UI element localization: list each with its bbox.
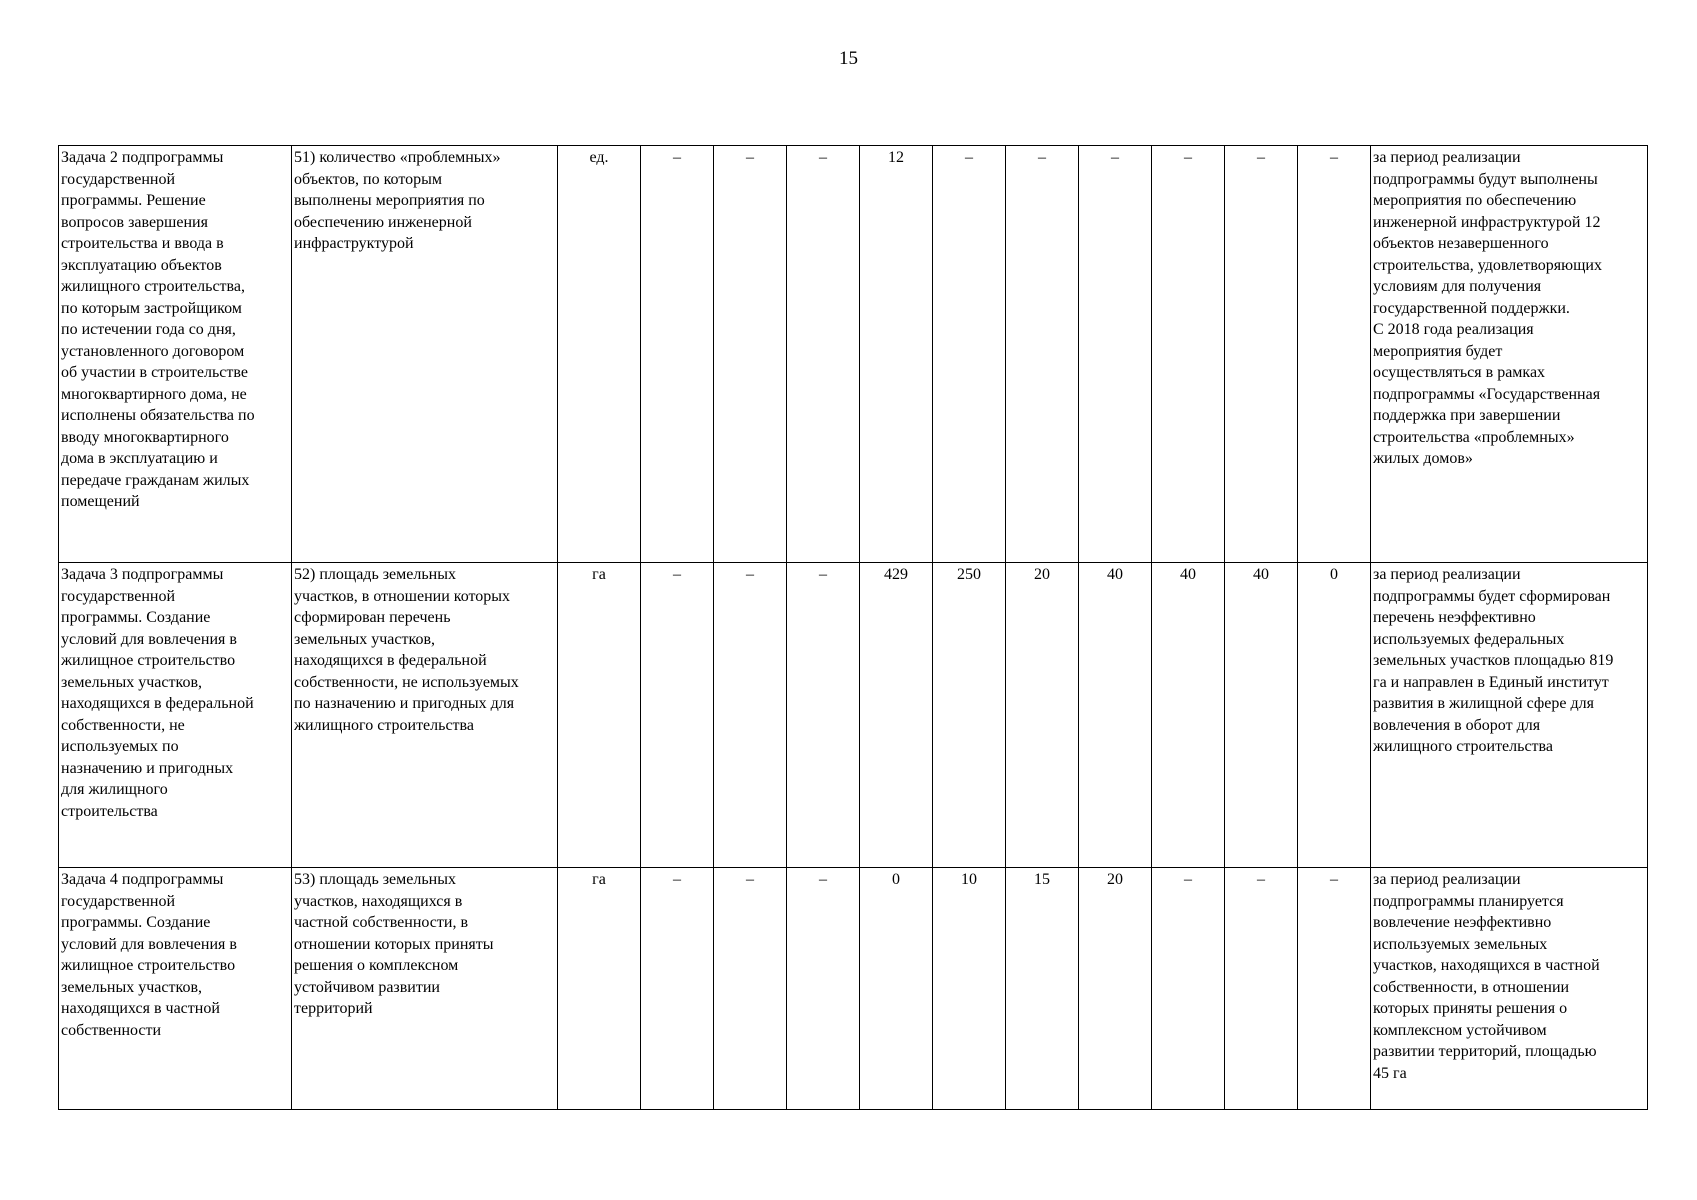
comment-cell: за период реализации подпрограммы будут выполнены мероприятия по обеспечению инженерной инфраструктурой 12 объектов незавершенного строительства, удовлетворяющих условиям для получения государственной поддержки. С 2018 года реализация мероприятия будет осуществляться в рамках подпрограммы «Государственная поддержка при завершении строительства «проблемных» жилых домов»	[1371, 146, 1648, 563]
value-cell: –	[787, 146, 860, 563]
task-cell: Задача 3 подпрограммы государственной программы. Создание условий для вовлечения в жилищное строительство земельных участков, находящихся в федеральной собственности, не используемых по назначению и пригодных для жилищного строительства	[59, 563, 292, 868]
page-number: 15	[839, 48, 858, 69]
table-row	[59, 563, 1648, 868]
value-cell: –	[1225, 868, 1298, 1110]
value-cell: –	[641, 146, 714, 563]
value-cell: 429	[860, 563, 933, 868]
value-cell: –	[1006, 146, 1079, 563]
value-cell: –	[714, 563, 787, 868]
table-row	[59, 868, 1648, 1110]
value-cell: 10	[933, 868, 1006, 1110]
value-cell: –	[714, 146, 787, 563]
value-cell: –	[1152, 146, 1225, 563]
value-cell: –	[787, 563, 860, 868]
table-row	[59, 146, 1648, 563]
value-cell: –	[933, 146, 1006, 563]
value-cell: 0	[1298, 563, 1371, 868]
value-cell: 15	[1006, 868, 1079, 1110]
value-cell: 40	[1152, 563, 1225, 868]
value-cell: 250	[933, 563, 1006, 868]
unit-cell: га	[558, 563, 641, 868]
unit-cell: ед.	[558, 146, 641, 563]
indicators-table	[58, 145, 1648, 1110]
value-cell: 12	[860, 146, 933, 563]
value-cell: –	[1152, 868, 1225, 1110]
indicator-cell: 52) площадь земельных участков, в отношении которых сформирован перечень земельных участков, находящихся в федеральной собственности, не используемых по назначению и пригодных для жилищного строительства	[292, 563, 558, 868]
value-cell: –	[714, 868, 787, 1110]
unit-cell: га	[558, 868, 641, 1110]
value-cell: –	[787, 868, 860, 1110]
task-cell: Задача 4 подпрограммы государственной программы. Создание условий для вовлечения в жилищное строительство земельных участков, находящихся в частной собственности	[59, 868, 292, 1110]
value-cell: 40	[1225, 563, 1298, 868]
task-cell: Задача 2 подпрограммы государственной программы. Решение вопросов завершения строительства и ввода в эксплуатацию объектов жилищного строительства, по которым застройщиком по истечении года со дня, установленного договором об участии в строительстве многоквартирного дома, не исполнены обязательства по вводу многоквартирного дома в эксплуатацию и передаче гражданам жилых помещений	[59, 146, 292, 563]
value-cell: –	[1225, 146, 1298, 563]
value-cell: –	[1298, 868, 1371, 1110]
value-cell: –	[641, 563, 714, 868]
comment-cell: за период реализации подпрограммы планируется вовлечение неэффективно используемых земельных участков, находящихся в частной собственности, в отношении которых приняты решения о комплексном устойчивом развитии территорий, площадью 45 га	[1371, 868, 1648, 1110]
indicator-cell: 53) площадь земельных участков, находящихся в частной собственности, в отношении которых приняты решения о комплексном устойчивом развитии территорий	[292, 868, 558, 1110]
value-cell: 20	[1079, 868, 1152, 1110]
value-cell: –	[1298, 146, 1371, 563]
value-cell: –	[641, 868, 714, 1110]
value-cell: –	[1079, 146, 1152, 563]
indicator-cell: 51) количество «проблемных» объектов, по которым выполнены мероприятия по обеспечению инженерной инфраструктурой	[292, 146, 558, 563]
value-cell: 40	[1079, 563, 1152, 868]
comment-cell: за период реализации подпрограммы будет сформирован перечень неэффективно используемых федеральных земельных участков площадью 819 га и направлен в Единый институт развития в жилищной сфере для вовлечения в оборот для жилищного строительства	[1371, 563, 1648, 868]
value-cell: 0	[860, 868, 933, 1110]
value-cell: 20	[1006, 563, 1079, 868]
